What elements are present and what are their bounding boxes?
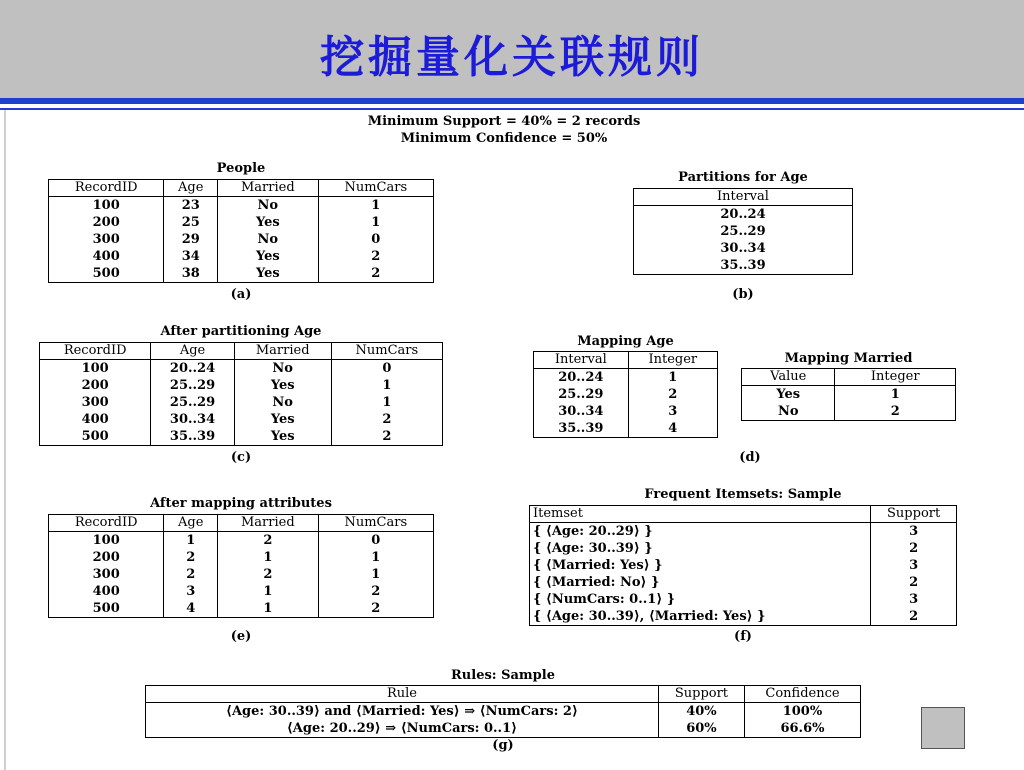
table-cell: 200	[49, 214, 164, 231]
table-row	[530, 557, 957, 574]
column-header: Married	[218, 515, 318, 532]
slide-title: 挖掘量化关联规则	[320, 32, 704, 83]
table-cell: 1	[318, 549, 433, 566]
table-cell: 500	[49, 600, 164, 618]
table-row	[49, 566, 434, 583]
table-cell: 3	[871, 591, 957, 608]
table-cell: 200	[49, 549, 164, 566]
column-header: RecordID	[49, 180, 164, 197]
table-row	[40, 428, 443, 446]
table-cell: 1	[218, 600, 318, 618]
table-cell: No	[742, 403, 835, 421]
table-row	[40, 394, 443, 411]
table-cell: 400	[40, 411, 151, 428]
table-cell: 2	[318, 248, 433, 265]
left-divider	[4, 110, 6, 770]
table-cell: 100%	[744, 703, 860, 721]
rules-label: (g)	[492, 738, 514, 753]
table-row	[146, 703, 861, 721]
table-cell: 1	[318, 197, 433, 215]
table-cell: 300	[49, 566, 164, 583]
accent-line	[0, 108, 1024, 110]
column-header: RecordID	[49, 515, 164, 532]
table-row	[40, 360, 443, 378]
table-row	[49, 214, 434, 231]
table-cell: Yes	[218, 248, 318, 265]
table-cell: 35..39	[634, 257, 853, 275]
table-cell: 100	[40, 360, 151, 378]
table-cell: 25..29	[151, 394, 234, 411]
column-header: Value	[742, 369, 835, 386]
people-caption: People	[216, 161, 266, 176]
table-cell: 25..29	[151, 377, 234, 394]
frequent-table	[529, 505, 957, 626]
table-cell: { ⟨NumCars: 0..1⟩ }	[530, 591, 871, 608]
table-cell: { ⟨Married: Yes⟩ }	[530, 557, 871, 574]
table-cell: 1	[331, 377, 442, 394]
after-mapping-caption: After mapping attributes	[150, 496, 332, 511]
table-cell: 100	[49, 197, 164, 215]
table-row	[530, 574, 957, 591]
table-cell: 3	[871, 557, 957, 574]
table-row	[49, 231, 434, 248]
table-cell: Yes	[218, 265, 318, 283]
table-cell: No	[218, 197, 318, 215]
table-cell: 2	[871, 540, 957, 557]
table-cell: Yes	[234, 428, 331, 446]
table-row	[49, 197, 434, 215]
table-row	[49, 532, 434, 550]
table-cell: 35..39	[151, 428, 234, 446]
table-cell: 0	[331, 360, 442, 378]
table-cell: 400	[49, 248, 164, 265]
table-header-row	[742, 369, 956, 386]
table-cell: 23	[164, 197, 218, 215]
mapping-age-table	[533, 351, 718, 438]
mapping-married-table	[741, 368, 956, 421]
table-cell: 100	[49, 532, 164, 550]
table-row	[49, 600, 434, 618]
table-row	[634, 223, 853, 240]
table-cell: 2	[331, 428, 442, 446]
partitions-caption: Partitions for Age	[678, 170, 808, 185]
mapping-label: (d)	[739, 450, 761, 465]
table-cell: Yes	[234, 377, 331, 394]
table-row	[534, 403, 718, 420]
table-row	[530, 591, 957, 608]
table-cell: 1	[164, 532, 218, 550]
table-cell: 25..29	[534, 386, 629, 403]
column-header: Age	[164, 180, 218, 197]
table-cell: 20..24	[151, 360, 234, 378]
table-cell: 2	[164, 566, 218, 583]
table-cell: 40%	[658, 703, 744, 721]
table-cell: 0	[318, 231, 433, 248]
column-header: Age	[151, 343, 234, 360]
frequent-caption: Frequent Itemsets: Sample	[644, 487, 842, 502]
partitions-table	[633, 188, 853, 275]
column-header: Interval	[634, 189, 853, 206]
table-cell: 34	[164, 248, 218, 265]
table-cell: 30..34	[634, 240, 853, 257]
after-mapping-label: (e)	[230, 629, 252, 644]
table-cell: 66.6%	[744, 720, 860, 738]
after-partition-table	[39, 342, 443, 446]
column-header: Age	[164, 515, 218, 532]
table-cell: 2	[835, 403, 956, 421]
table-cell: 38	[164, 265, 218, 283]
table-cell: 30..34	[151, 411, 234, 428]
column-header: Integer	[628, 352, 717, 369]
table-cell: 25..29	[634, 223, 853, 240]
table-cell: Yes	[218, 214, 318, 231]
table-row	[634, 206, 853, 224]
table-cell: 2	[628, 386, 717, 403]
table-cell: 2	[318, 265, 433, 283]
table-cell: 2	[318, 583, 433, 600]
table-cell: 1	[628, 369, 717, 387]
table-header-row	[49, 515, 434, 532]
column-header: Interval	[534, 352, 629, 369]
table-cell: 3	[628, 403, 717, 420]
table-cell: ⟨Age: 30..39⟩ and ⟨Married: Yes⟩ ⇒ ⟨NumCars: 2⟩	[146, 703, 659, 721]
min-support-text: Minimum Support = 40% = 2 records	[367, 114, 641, 129]
table-cell: 2	[218, 566, 318, 583]
table-cell: No	[234, 360, 331, 378]
table-cell: 29	[164, 231, 218, 248]
people-table	[48, 179, 434, 283]
table-cell: 2	[164, 549, 218, 566]
table-row	[49, 583, 434, 600]
column-header: RecordID	[40, 343, 151, 360]
table-cell: Yes	[234, 411, 331, 428]
table-cell: No	[234, 394, 331, 411]
table-cell: 20..24	[534, 369, 629, 387]
table-cell: 1	[218, 549, 318, 566]
column-header: Integer	[835, 369, 956, 386]
table-cell: 2	[318, 600, 433, 618]
column-header: NumCars	[331, 343, 442, 360]
table-row	[40, 377, 443, 394]
table-row	[534, 386, 718, 403]
table-cell: 20..24	[634, 206, 853, 224]
table-header-row	[146, 686, 861, 703]
column-header: Support	[871, 506, 957, 523]
table-cell: 4	[164, 600, 218, 618]
table-row	[534, 369, 718, 387]
table-header-row	[40, 343, 443, 360]
table-cell: { ⟨Age: 30..39⟩ }	[530, 540, 871, 557]
table-row	[530, 540, 957, 557]
mapping-age-caption: Mapping Age	[577, 334, 674, 349]
people-label: (a)	[230, 287, 252, 302]
table-cell: 1	[835, 386, 956, 404]
column-header: NumCars	[318, 180, 433, 197]
column-header: NumCars	[318, 515, 433, 532]
table-cell: { ⟨Married: No⟩ }	[530, 574, 871, 591]
table-cell: 1	[318, 214, 433, 231]
column-header: Rule	[146, 686, 659, 703]
after-partition-label: (c)	[230, 450, 252, 465]
table-row	[49, 549, 434, 566]
table-cell: 2	[218, 532, 318, 550]
table-cell: 4	[628, 420, 717, 438]
column-header: Support	[658, 686, 744, 703]
table-cell: 0	[318, 532, 433, 550]
table-row	[534, 420, 718, 438]
table-cell: { ⟨Age: 20..29⟩ }	[530, 523, 871, 541]
table-row	[49, 265, 434, 283]
table-row	[40, 411, 443, 428]
table-cell: 200	[40, 377, 151, 394]
table-cell: 60%	[658, 720, 744, 738]
table-cell: 35..39	[534, 420, 629, 438]
table-header-row	[49, 180, 434, 197]
column-header: Married	[234, 343, 331, 360]
table-cell: 2	[871, 608, 957, 626]
table-cell: 3	[871, 523, 957, 541]
after-mapping-table	[48, 514, 434, 618]
table-row	[49, 248, 434, 265]
table-cell: 1	[331, 394, 442, 411]
table-cell: ⟨Age: 20..29⟩ ⇒ ⟨NumCars: 0..1⟩	[146, 720, 659, 738]
table-cell: 400	[49, 583, 164, 600]
column-header: Married	[218, 180, 318, 197]
table-cell: 1	[318, 566, 433, 583]
table-row	[742, 403, 956, 421]
table-cell: 3	[164, 583, 218, 600]
mapping-married-caption: Mapping Married	[784, 351, 913, 366]
table-row	[530, 608, 957, 626]
table-header-row	[530, 506, 957, 523]
table-row	[634, 257, 853, 275]
column-header: Itemset	[530, 506, 871, 523]
table-row	[634, 240, 853, 257]
table-cell: 500	[49, 265, 164, 283]
table-row	[146, 720, 861, 738]
table-cell: 300	[49, 231, 164, 248]
table-cell: 500	[40, 428, 151, 446]
table-header-row	[634, 189, 853, 206]
table-cell: 2	[331, 411, 442, 428]
table-cell: 1	[218, 583, 318, 600]
partitions-label: (b)	[732, 287, 754, 302]
accent-bar	[0, 98, 1024, 104]
table-row	[742, 386, 956, 404]
column-header: Confidence	[744, 686, 860, 703]
table-row	[530, 523, 957, 541]
table-cell: 2	[871, 574, 957, 591]
frequent-label: (f)	[734, 629, 752, 644]
table-cell: No	[218, 231, 318, 248]
rules-caption: Rules: Sample	[451, 668, 555, 683]
nav-button[interactable]	[921, 707, 965, 749]
table-cell: 300	[40, 394, 151, 411]
table-cell: Yes	[742, 386, 835, 404]
after-partition-caption: After partitioning Age	[160, 324, 322, 339]
table-header-row	[534, 352, 718, 369]
table-cell: 30..34	[534, 403, 629, 420]
min-confidence-text: Minimum Confidence = 50%	[400, 131, 608, 146]
rules-table	[145, 685, 861, 738]
table-cell: { ⟨Age: 30..39⟩, ⟨Married: Yes⟩ }	[530, 608, 871, 626]
table-cell: 25	[164, 214, 218, 231]
